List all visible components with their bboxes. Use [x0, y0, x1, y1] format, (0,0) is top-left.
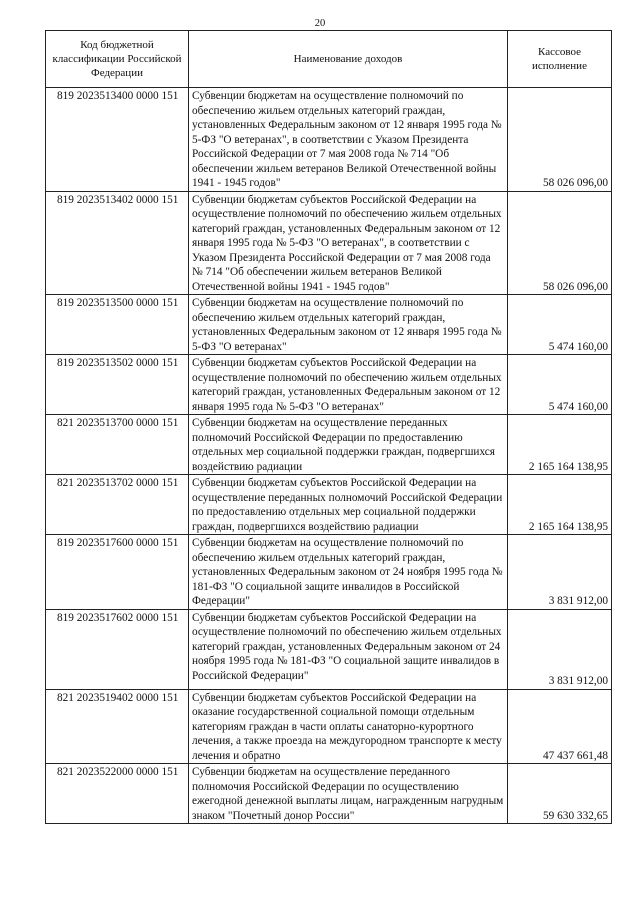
row-code: 819 2023517602 0000 151	[46, 609, 189, 689]
row-code: 821 2023513700 0000 151	[46, 415, 189, 475]
header-amount: Кассовое исполнение	[508, 31, 612, 88]
row-name: Субвенции бюджетам на осуществление переданного полномочия Российской Федерации по осуществлению ежегодной денежной выплаты лицам, награжденным нагрудным знаком "Почетный донор России"	[189, 764, 508, 824]
row-name: Субвенции бюджетам на осуществление полномочий по обеспечению жильем отдельных категорий граждан, установленных Федеральным законом от 24 ноября 1995 года № 181-ФЗ "О социальной защите инвалидов в Российской Федерации"	[189, 535, 508, 610]
header-name: Наименование доходов	[189, 31, 508, 88]
table-row	[46, 88, 612, 192]
row-amount: 2 165 164 138,95	[508, 415, 612, 475]
table-row	[46, 475, 612, 535]
row-code: 819 2023513502 0000 151	[46, 355, 189, 415]
table-row	[46, 535, 612, 610]
row-amount: 58 026 096,00	[508, 88, 612, 192]
page-number: 20	[314, 18, 326, 29]
row-amount: 2 165 164 138,95	[508, 475, 612, 535]
row-amount: 5 474 160,00	[508, 295, 612, 355]
table-row	[46, 355, 612, 415]
budget-revenue-table	[45, 30, 612, 824]
row-code: 821 2023522000 0000 151	[46, 764, 189, 824]
table-row	[46, 609, 612, 689]
table-row	[46, 191, 612, 295]
table-row	[46, 295, 612, 355]
row-name: Субвенции бюджетам субъектов Российской Федерации на осуществление полномочий по обеспечению жильем отдельных категорий граждан, установленных Федеральным законом от 24 ноября 1995 года № 181-ФЗ "О социальной защите инвалидов в Российской Федерации"	[189, 609, 508, 689]
row-name: Субвенции бюджетам субъектов Российской Федерации на осуществление полномочий по обеспечению жильем отдельных категорий граждан, установленных Федеральным законом от 12 января 1995 года № 5-ФЗ "О ветеранах"	[189, 355, 508, 415]
table-header-row	[46, 31, 612, 88]
row-code: 819 2023517600 0000 151	[46, 535, 189, 610]
table-row	[46, 689, 612, 764]
row-code: 819 2023513402 0000 151	[46, 191, 189, 295]
row-amount: 3 831 912,00	[508, 609, 612, 689]
row-amount: 59 630 332,65	[508, 764, 612, 824]
row-name: Субвенции бюджетам на осуществление полномочий по обеспечению жильем отдельных категорий граждан, установленных Федеральным законом от 12 января 1995 года № 5-ФЗ "О ветеранах"	[189, 295, 508, 355]
row-name: Субвенции бюджетам на осуществление полномочий по обеспечению жильем отдельных категорий граждан, установленных Федеральным законом от 12 января 1995 года № 5-ФЗ "О ветеранах", в соответствии с Указом Президента Российской Федерации от 7 мая 2008 года № 714 "Об обеспечении жильем ветеранов Великой Отечественной войны 1941 - 1945 годов"	[189, 88, 508, 192]
row-amount: 3 831 912,00	[508, 535, 612, 610]
header-code: Код бюджетной классификации Российской Федерации	[46, 31, 189, 88]
row-name: Субвенции бюджетам на осуществление переданных полномочий Российской Федерации по предоставлению отдельных мер социальной поддержки граждан, подвергшихся воздействию радиации	[189, 415, 508, 475]
table-row	[46, 415, 612, 475]
row-code: 819 2023513400 0000 151	[46, 88, 189, 192]
row-code: 819 2023513500 0000 151	[46, 295, 189, 355]
row-name: Субвенции бюджетам субъектов Российской Федерации на оказание государственной социальной помощи отдельным категориям граждан в части оплаты санаторно-курортного лечения, а также проезда на междугородном транспорте к месту лечения и обратно	[189, 689, 508, 764]
row-code: 821 2023513702 0000 151	[46, 475, 189, 535]
row-name: Субвенции бюджетам субъектов Российской Федерации на осуществление полномочий по обеспечению жильем отдельных категорий граждан, установленных Федеральным законом от 12 января 1995 года № 5-ФЗ "О ветеранах", в соответствии с Указом Президента Российской Федерации от 7 мая 2008 года № 714 "Об обеспечении жильем ветеранов Великой Отечественной войны 1941 - 1945 годов"	[189, 191, 508, 295]
row-name: Субвенции бюджетам субъектов Российской Федерации на осуществление переданных полномочий Российской Федерации по предоставлению отдельных мер социальной поддержки граждан, подвергшихся воздействию радиации	[189, 475, 508, 535]
table-row	[46, 764, 612, 824]
row-amount: 5 474 160,00	[508, 355, 612, 415]
row-amount: 58 026 096,00	[508, 191, 612, 295]
row-code: 821 2023519402 0000 151	[46, 689, 189, 764]
row-amount: 47 437 661,48	[508, 689, 612, 764]
